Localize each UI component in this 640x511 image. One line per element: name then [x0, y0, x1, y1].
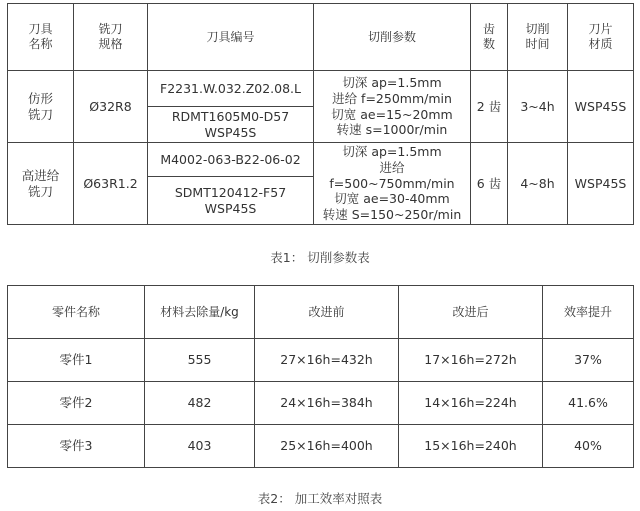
- table-header-row: [8, 4, 634, 71]
- tool-code-cell: M4002-063-B22-06-02: [148, 143, 314, 177]
- header-tool-spec: 铣刀 规格: [74, 4, 148, 71]
- cutting-params-cell: 切深 ap=1.5mm 进给 f=500~750mm/min 切宽 ae=30-40mm 转速 S=150~250r/min: [314, 143, 471, 225]
- header-part-name: 零件名称: [8, 286, 145, 339]
- cutting-time-cell: 4~8h: [508, 143, 568, 225]
- before-cell: 27×16h=432h: [255, 339, 399, 382]
- insert-material-cell: WSP45S: [568, 71, 634, 143]
- cutting-params-cell: 切深 ap=1.5mm 进给 f=250mm/min 切宽 ae=15~20mm 转速 s=1000r/min: [314, 71, 471, 143]
- tool-name-cell: 仿形 铣刀: [8, 71, 74, 143]
- table-row: [8, 382, 634, 425]
- part-name-cell: 零件1: [8, 339, 145, 382]
- header-after-improvement: 改进后: [399, 286, 543, 339]
- material-removed-cell: 482: [145, 382, 255, 425]
- table-row: [8, 143, 634, 177]
- tool-spec-cell: Ø32R8: [74, 71, 148, 143]
- after-cell: 14×16h=224h: [399, 382, 543, 425]
- header-tool-name: 刀具 名称: [8, 4, 74, 71]
- insert-code-cell: RDMT1605M0-D57 WSP45S: [148, 107, 314, 143]
- cutting-parameters-table: [7, 3, 634, 225]
- header-cutting-params: 切削参数: [314, 4, 471, 71]
- table-row: [8, 339, 634, 382]
- header-insert-material: 刀片 材质: [568, 4, 634, 71]
- part-name-cell: 零件3: [8, 425, 145, 468]
- before-cell: 24×16h=384h: [255, 382, 399, 425]
- efficiency-comparison-table: [7, 285, 634, 468]
- header-efficiency-gain: 效率提升: [543, 286, 634, 339]
- tool-spec-cell: Ø63R1.2: [74, 143, 148, 225]
- before-cell: 25×16h=400h: [255, 425, 399, 468]
- efficiency-cell: 37%: [543, 339, 634, 382]
- material-removed-cell: 403: [145, 425, 255, 468]
- insert-material-cell: WSP45S: [568, 143, 634, 225]
- table1-caption: 表1： 切削参数表: [270, 250, 370, 265]
- teeth-cell: 2 齿: [471, 71, 508, 143]
- header-material-removed: 材料去除量/kg: [145, 286, 255, 339]
- after-cell: 15×16h=240h: [399, 425, 543, 468]
- table-header-row: [8, 286, 634, 339]
- after-cell: 17×16h=272h: [399, 339, 543, 382]
- header-cutting-time: 切削 时间: [508, 4, 568, 71]
- header-before-improvement: 改进前: [255, 286, 399, 339]
- tool-code-cell: F2231.W.032.Z02.08.L: [148, 71, 314, 107]
- efficiency-cell: 40%: [543, 425, 634, 468]
- table-row: [8, 71, 634, 107]
- table2-caption: 表2： 加工效率对照表: [257, 491, 383, 506]
- header-teeth: 齿 数: [471, 4, 508, 71]
- cutting-time-cell: 3~4h: [508, 71, 568, 143]
- table-row: [8, 425, 634, 468]
- teeth-cell: 6 齿: [471, 143, 508, 225]
- insert-code-cell: SDMT120412-F57 WSP45S: [148, 177, 314, 225]
- header-tool-code: 刀具编号: [148, 4, 314, 71]
- tool-name-cell: 高进给 铣刀: [8, 143, 74, 225]
- part-name-cell: 零件2: [8, 382, 145, 425]
- efficiency-cell: 41.6%: [543, 382, 634, 425]
- material-removed-cell: 555: [145, 339, 255, 382]
